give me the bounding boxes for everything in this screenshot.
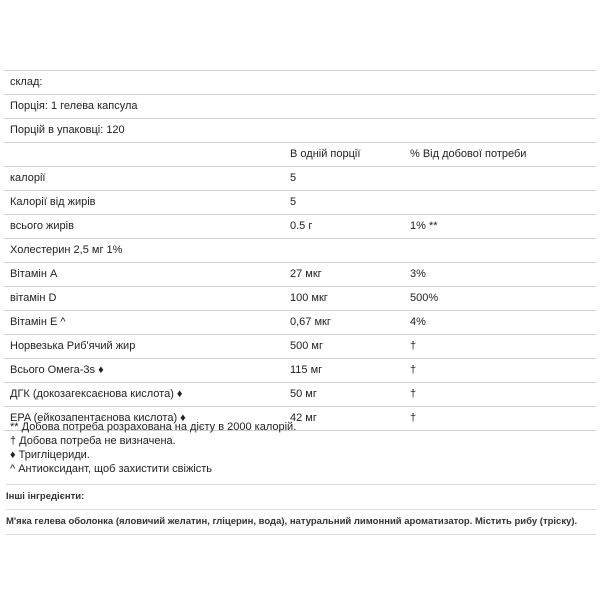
footnote-antioxidant: ^ Антиоксидант, щоб захистити свіжість — [10, 463, 213, 475]
nutrient-name: Всього Омега-3s ♦ — [4, 359, 284, 383]
nutrient-amount: 115 мг — [284, 359, 404, 383]
table-row — [4, 167, 596, 191]
footnotes — [10, 420, 296, 476]
table-row — [4, 239, 596, 263]
nutrient-name: ДГК (докозагексаєнова кислота) ♦ — [4, 383, 284, 407]
nutrient-amount: 0.5 г — [284, 215, 404, 239]
nutrient-amount: 0,67 мкг — [284, 311, 404, 335]
nutrient-daily-value: 1% ** — [404, 215, 596, 239]
footnote-triglycerides: ♦ Тригліцериди. — [10, 449, 90, 461]
nutrient-name: Норвезька Риб'ячий жир — [4, 335, 284, 359]
other-ingredients-heading: Інші інгредієнти: — [6, 484, 596, 510]
nutrient-amount: 100 мкг — [284, 287, 404, 311]
per-serving-header: В одній порції — [284, 143, 404, 167]
table-row — [4, 311, 596, 335]
nutrient-name: всього жирів — [4, 215, 284, 239]
supplement-facts-table — [4, 70, 596, 431]
table-row — [4, 383, 596, 407]
composition-label: склад: — [4, 71, 596, 95]
nutrient-name: Вітамін Е ^ — [4, 311, 284, 335]
header-empty-cell — [4, 143, 284, 167]
nutrient-amount: 5 — [284, 167, 404, 191]
nutrient-daily-value: † — [404, 335, 596, 359]
table-row — [4, 335, 596, 359]
serving-size: Порція: 1 гелева капсула — [4, 95, 596, 119]
table-row — [4, 263, 596, 287]
other-ingredients-text: М'яка гелева оболонка (яловичий желатин, гліцерин, вода), натуральний лимонний ароматизатор. Містить рибу (тріску). — [6, 510, 596, 535]
table-row — [4, 119, 596, 143]
nutrient-name: Калорії від жирів — [4, 191, 284, 215]
nutrient-name: калорії — [4, 167, 284, 191]
nutrient-amount: 27 мкг — [284, 263, 404, 287]
other-ingredients-section — [6, 484, 596, 535]
nutrient-amount: 50 мг — [284, 383, 404, 407]
table-row — [4, 287, 596, 311]
nutrient-amount: 5 — [284, 191, 404, 215]
nutrient-daily-value: † — [404, 407, 596, 431]
nutrient-daily-value — [404, 167, 596, 191]
table-row — [4, 191, 596, 215]
nutrient-daily-value: 3% — [404, 263, 596, 287]
nutrient-name: Холестерин 2,5 мг 1% — [4, 239, 596, 263]
nutrient-name: вітамін D — [4, 287, 284, 311]
nutrient-daily-value: † — [404, 359, 596, 383]
footnote-daily-value-basis: ** Добова потреба розрахована на дієту в 2000 калорій. — [10, 421, 297, 433]
nutrient-name: EPA (ейкозапентаєнова кислота) ♦ — [4, 407, 284, 431]
nutrient-name: Вітамін А — [4, 263, 284, 287]
table-row — [4, 215, 596, 239]
nutrient-amount: 42 мг — [284, 407, 404, 431]
table-row — [4, 71, 596, 95]
daily-value-header: % Від добової потреби — [404, 143, 596, 167]
servings-per-container: Порцій в упаковці: 120 — [4, 119, 596, 143]
table-header-row — [4, 143, 596, 167]
table-row — [4, 95, 596, 119]
nutrient-daily-value: 500% — [404, 287, 596, 311]
nutrient-daily-value: † — [404, 383, 596, 407]
nutrient-amount: 500 мг — [284, 335, 404, 359]
footnote-not-established: † Добова потреба не визначена. — [10, 435, 176, 447]
nutrient-daily-value — [404, 191, 596, 215]
nutrient-daily-value: 4% — [404, 311, 596, 335]
table-row — [4, 359, 596, 383]
